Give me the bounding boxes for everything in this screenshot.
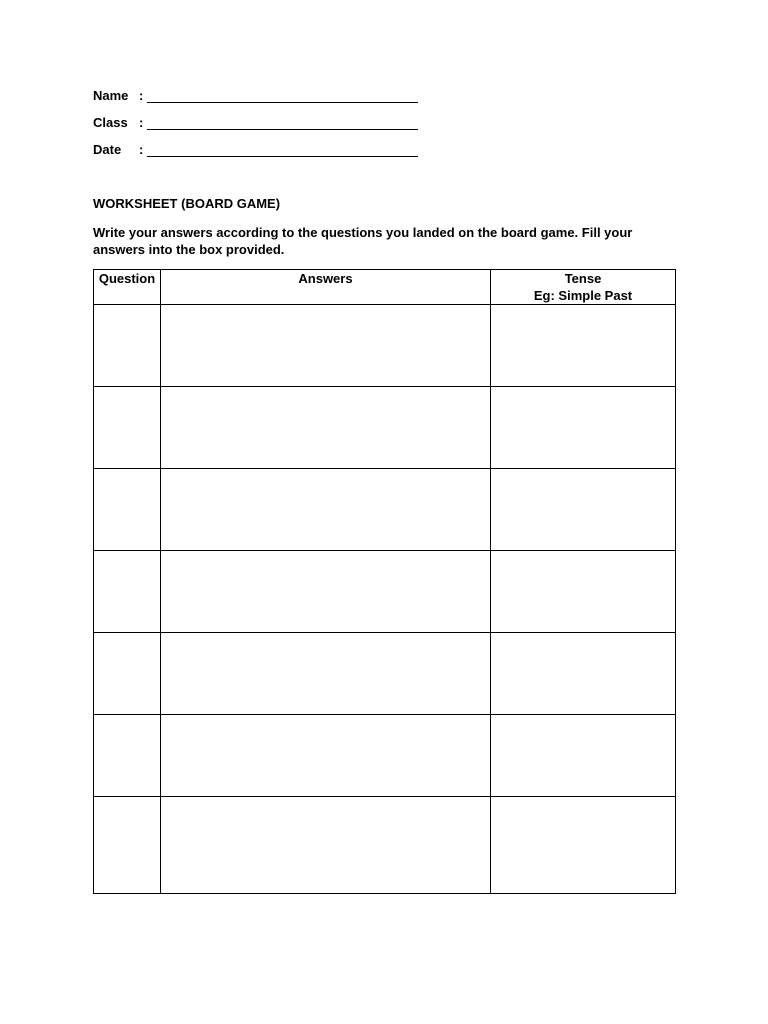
tense-header-example: Eg: Simple Past xyxy=(533,288,633,303)
answers-column-header: Answers xyxy=(161,270,491,305)
worksheet-instructions: Write your answers according to the questions you landed on the board game. Fill your answers into the box provided. xyxy=(93,225,633,257)
date-colon: : xyxy=(139,142,144,157)
tense-column-header xyxy=(491,270,676,305)
answer-cell[interactable] xyxy=(161,633,491,715)
tense-header-label: Tense xyxy=(564,271,602,286)
question-cell[interactable] xyxy=(94,633,161,715)
question-cell[interactable] xyxy=(94,469,161,551)
answer-cell[interactable] xyxy=(161,469,491,551)
answer-cell[interactable] xyxy=(161,387,491,469)
worksheet-heading: WORKSHEET (BOARD GAME) xyxy=(93,196,281,211)
tense-cell[interactable] xyxy=(491,469,676,551)
table-row xyxy=(94,715,676,797)
table-row xyxy=(94,797,676,894)
table-row xyxy=(94,469,676,551)
answer-cell[interactable] xyxy=(161,797,491,894)
class-colon: : xyxy=(139,115,144,130)
question-column-header: Question xyxy=(94,270,161,305)
tense-cell[interactable] xyxy=(491,797,676,894)
tense-cell[interactable] xyxy=(491,305,676,387)
question-cell[interactable] xyxy=(94,551,161,633)
tense-cell[interactable] xyxy=(491,387,676,469)
tense-cell[interactable] xyxy=(491,715,676,797)
question-cell[interactable] xyxy=(94,715,161,797)
question-cell[interactable] xyxy=(94,305,161,387)
table-row xyxy=(94,305,676,387)
answer-cell[interactable] xyxy=(161,551,491,633)
answer-table xyxy=(93,269,676,894)
class-underline[interactable] xyxy=(147,129,418,130)
question-cell[interactable] xyxy=(94,387,161,469)
date-label: Date xyxy=(93,142,122,157)
tense-cell[interactable] xyxy=(491,633,676,715)
table-row xyxy=(94,551,676,633)
table-row xyxy=(94,387,676,469)
table-header-row xyxy=(94,270,676,305)
name-label: Name xyxy=(93,88,129,103)
class-label: Class xyxy=(93,115,128,130)
answer-cell[interactable] xyxy=(161,715,491,797)
answer-cell[interactable] xyxy=(161,305,491,387)
tense-cell[interactable] xyxy=(491,551,676,633)
question-cell[interactable] xyxy=(94,797,161,894)
table-row xyxy=(94,633,676,715)
name-colon: : xyxy=(139,88,144,103)
date-underline[interactable] xyxy=(147,156,418,157)
name-underline[interactable] xyxy=(147,102,418,103)
